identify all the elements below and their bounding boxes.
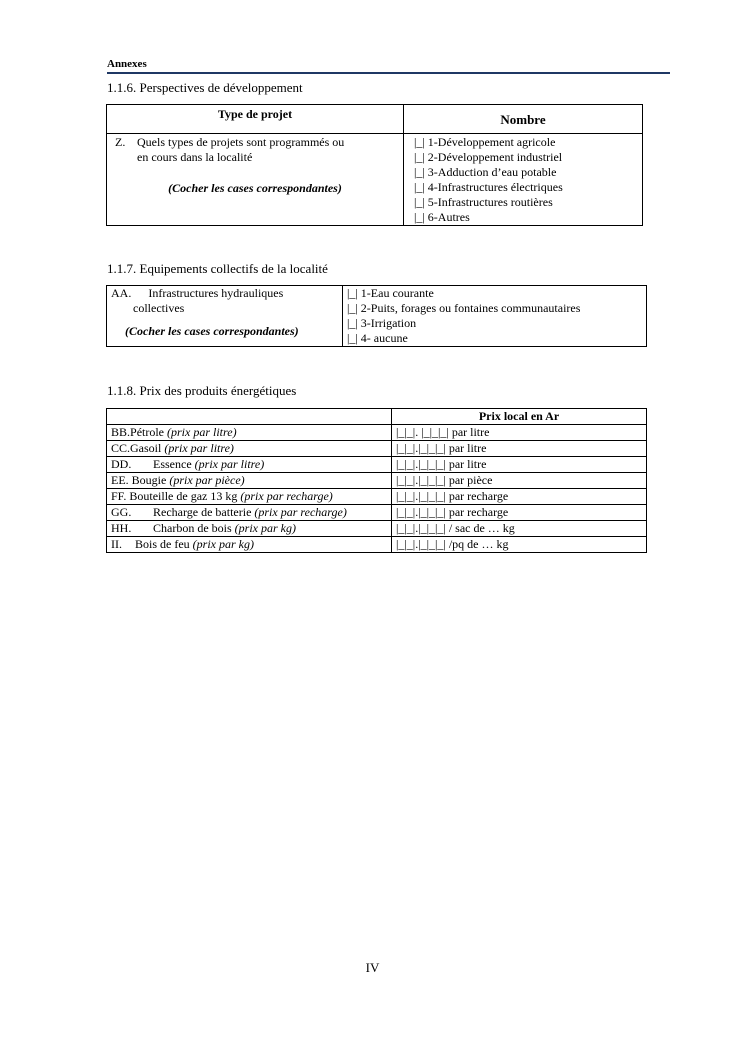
section-title-perspectives: 1.1.6. Perspectives de développement xyxy=(107,80,303,95)
row-name: Bougie xyxy=(131,473,170,487)
question-text-cont: collectives xyxy=(133,301,185,315)
row-code: II. xyxy=(111,537,122,551)
option-checkbox[interactable]: |_| 1-Eau courante xyxy=(347,286,434,300)
price-input[interactable]: |_|_|.|_|_|_| / sac de … kg xyxy=(392,521,647,537)
table-row xyxy=(107,505,647,521)
option-checkbox[interactable]: |_| 3-Irrigation xyxy=(347,316,417,330)
projects-table xyxy=(106,104,643,226)
row-code: FF. xyxy=(111,489,127,503)
question-code: AA. xyxy=(111,286,132,300)
question-text: Quels types de projets sont programmés ou en cours dans la localité xyxy=(137,135,345,164)
row-unit: (prix par kg) xyxy=(234,521,296,535)
energy-prices-table xyxy=(106,408,647,553)
option-checkbox[interactable]: |_| 3-Adduction d’eau potable xyxy=(414,165,557,179)
row-unit: (prix par recharge) xyxy=(240,489,333,503)
row-code: GG. xyxy=(111,505,132,519)
price-input[interactable]: |_|_|.|_|_|_| par pièce xyxy=(392,473,647,489)
equipment-table xyxy=(106,285,647,347)
row-unit: (prix par litre) xyxy=(164,441,234,455)
table-row xyxy=(107,425,647,441)
option-checkbox[interactable]: |_| 5-Infrastructures routières xyxy=(414,195,553,209)
table-row xyxy=(107,489,647,505)
row-name: Bouteille de gaz 13 kg xyxy=(129,489,241,503)
options-cell xyxy=(343,286,647,347)
row-name: Bois de feu xyxy=(135,537,193,551)
section-title-equipements: 1.1.7. Equipements collectifs de la localité xyxy=(107,261,328,276)
instruction-note: (Cocher les cases correspondantes) xyxy=(125,324,299,338)
row-name: Recharge de batterie xyxy=(153,505,255,519)
col-header-prix: Prix local en Ar xyxy=(392,409,647,425)
row-code: EE. xyxy=(111,473,129,487)
price-input[interactable]: |_|_|. |_|_|_| par litre xyxy=(392,425,647,441)
row-unit: (prix par recharge) xyxy=(254,505,347,519)
col-header-blank xyxy=(107,409,392,425)
row-name: Charbon de bois xyxy=(153,521,235,535)
option-checkbox[interactable]: |_| 2-Développement industriel xyxy=(414,150,563,164)
question-cell xyxy=(107,286,343,347)
page-number: IV xyxy=(365,960,380,975)
row-unit: (prix par kg) xyxy=(192,537,254,551)
header-rule xyxy=(107,72,670,74)
section-title-prix: 1.1.8. Prix des produits énergétiques xyxy=(107,383,297,398)
row-unit: (prix par litre) xyxy=(194,457,265,471)
table-row xyxy=(107,441,647,457)
instruction-note: (Cocher les cases correspondantes) xyxy=(168,181,342,195)
col-header-type: Type de projet xyxy=(107,105,404,134)
price-input[interactable]: |_|_|.|_|_|_| par litre xyxy=(392,441,647,457)
row-code: DD. xyxy=(111,457,132,471)
option-checkbox[interactable]: |_| 4-Infrastructures électriques xyxy=(414,180,563,194)
option-checkbox[interactable]: |_| 6-Autres xyxy=(414,210,470,224)
table-row xyxy=(107,521,647,537)
options-cell xyxy=(404,134,643,226)
price-input[interactable]: |_|_|.|_|_|_| par recharge xyxy=(392,505,647,521)
question-code: Z. xyxy=(115,135,126,149)
option-checkbox[interactable]: |_| 1-Développement agricole xyxy=(414,135,556,149)
col-header-nombre: Nombre xyxy=(404,105,643,134)
row-name: Essence xyxy=(153,457,195,471)
price-input[interactable]: |_|_|.|_|_|_| par litre xyxy=(392,457,647,473)
price-input[interactable]: |_|_|.|_|_|_| /pq de … kg xyxy=(392,537,647,553)
option-checkbox[interactable]: |_| 4- aucune xyxy=(347,331,408,345)
row-code: BB. xyxy=(111,425,131,439)
price-input[interactable]: |_|_|.|_|_|_| par recharge xyxy=(392,489,647,505)
question-cell xyxy=(107,134,404,226)
table-row xyxy=(107,457,647,473)
row-unit: (prix par pièce) xyxy=(169,473,245,487)
row-name: Gasoil xyxy=(130,441,165,455)
row-code: CC. xyxy=(111,441,131,455)
option-checkbox[interactable]: |_| 2-Puits, forages ou fontaines communautaires xyxy=(347,301,581,315)
row-code: HH. xyxy=(111,521,132,535)
question-text: Infrastructures hydrauliques xyxy=(148,286,284,300)
row-name: Pétrole xyxy=(130,425,168,439)
table-row xyxy=(107,473,647,489)
row-unit: (prix par litre) xyxy=(167,425,237,439)
table-row xyxy=(107,537,647,553)
running-header: Annexes xyxy=(107,58,147,70)
